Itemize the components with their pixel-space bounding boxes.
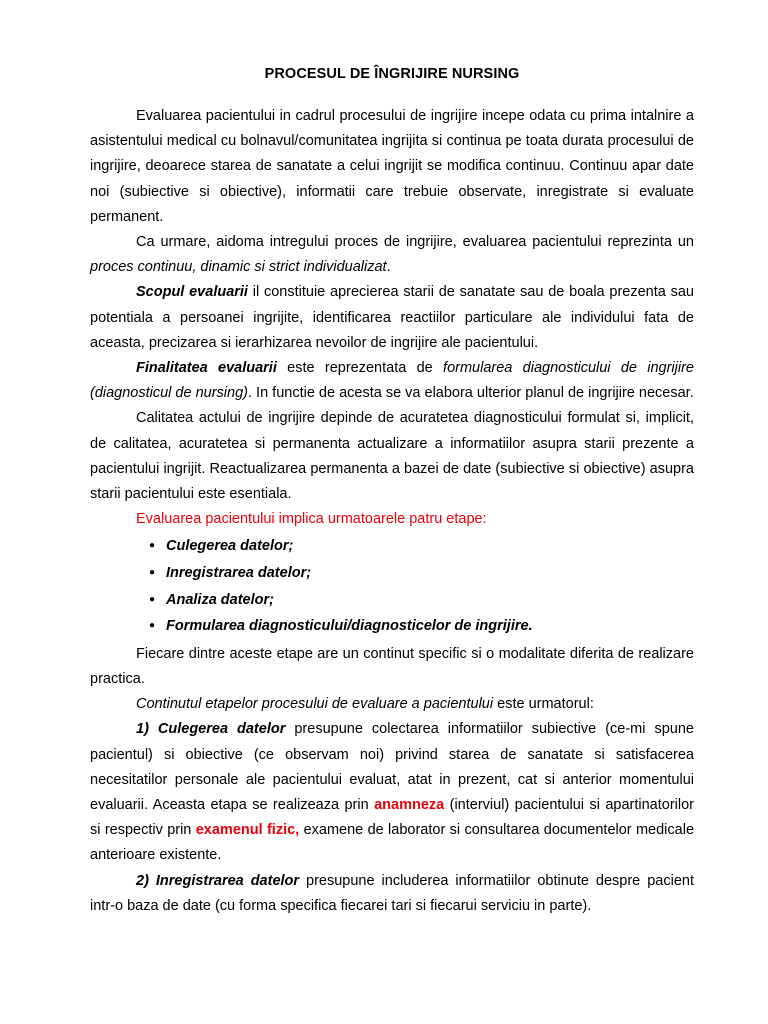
paragraph-continuous-process	[90, 230, 694, 280]
paragraph-text: presupune colectarea informatiilor subiective (ce-mi spune pacientul) si obiective (ce observam noi) privind starea de sanatate si satisfacerea necesitatilor personale ale pacientului evaluat, atat in prezent, cat si anterior momentului evaluarii. Aceasta etapa se realizeaza prin	[90, 721, 694, 814]
paragraph-evaluation-finality	[90, 356, 694, 406]
paragraph-text: este urmatorul:	[493, 696, 594, 713]
list-item-label: Formularea diagnosticului/diagnosticelor de ingrijire.	[166, 618, 533, 635]
paragraph-end: .	[386, 259, 391, 276]
emphasis-text: formularea diagnosticului de ingrijire (diagnosticul de nursing)	[90, 360, 694, 402]
bullet-icon: ●	[149, 593, 156, 605]
lead-term: Finalitatea evaluarii	[136, 360, 277, 377]
list-item	[149, 587, 694, 614]
highlight-physical-exam: examenul fizic,	[195, 822, 300, 839]
paragraph-text: Ca urmare, aidoma intregului proces de ingrijire, evaluarea pacientului reprezinta un	[136, 234, 694, 251]
paragraph-text: examene de laborator si consultarea documentelor medicale anterioare existente.	[90, 822, 695, 864]
paragraph-care-quality: Calitatea actului de ingrijire depinde de acuratetea diagnosticului formulat si, implicit, de calitatea, acuratetea si permanenta actualizare a informatiilor asupra starii prezente a pacientului ingrijit. Reactualizarea permanenta a bazei de date (subiective si obiective) asupra starii pacientului este esentiala.	[90, 410, 694, 503]
paragraph-stage-content: Fiecare dintre aceste etape are un continut specific si o modalitate diferita de realizare practica.	[90, 645, 694, 688]
paragraph-text: . In functie de acesta se va elabora ulterior planul de ingrijire necesar.	[247, 385, 694, 402]
paragraph-data-collection	[90, 717, 694, 868]
paragraph-text: este reprezentata de	[276, 360, 444, 377]
highlight-anamneza: anamneza	[374, 797, 445, 814]
paragraph-text: il constituie aprecierea starii de sanatate sau de boala prezenta sau potentiala a persoanei ingrijite, identificarea reactiilor particulare ale individului fata de aceasta, precizarea si ierarhizarea nevoilor de ingrijire ale pacientului.	[90, 284, 694, 351]
stages-list	[90, 533, 694, 639]
list-item-label: Analiza datelor;	[166, 591, 274, 608]
list-item-label: Inregistrarea datelor;	[166, 565, 312, 582]
emphasis-text: proces continuu, dinamic si strict individualizat	[90, 259, 387, 276]
lead-term: Scopul evaluarii	[136, 284, 248, 301]
lead-term: 1) Culegerea datelor	[136, 721, 286, 738]
lead-term: 2) Inregistrarea datelor	[136, 872, 300, 889]
emphasis-text: Continutul etapelor procesului de evaluare a pacientului	[136, 696, 494, 713]
list-item-label: Culegerea datelor;	[166, 538, 294, 555]
paragraph-text: presupune includerea informatiilor obtinute despre pacient intr-o baza de date (cu forma specifica fiecarei tari si fiecarui serviciu in parte).	[90, 872, 694, 914]
paragraph-data-recording	[90, 869, 694, 919]
bullet-icon: ●	[149, 540, 156, 552]
paragraph-intro: Evaluarea pacientului in cadrul procesului de ingrijire incepe odata cu prima intalnire a asistentului medical cu bolnavul/comunitatea ingrijita si continua pe toata durata procesului de ingrijire, deoarece starea de sanatate a celui ingrijit se modifica continuu. Continuu apar date noi (subiective si obiective), informatii care trebuie observate, inregistrate si evaluate permanent.	[90, 108, 694, 225]
paragraph-text: (interviul) pacientului si apartinatorilor si respectiv prin	[90, 797, 694, 839]
bullet-icon: ●	[149, 567, 156, 579]
paragraph-evaluation-scope	[90, 280, 694, 356]
list-item	[149, 613, 694, 640]
paragraph-content-header	[90, 692, 694, 717]
bullet-icon: ●	[149, 620, 156, 632]
page-title: PROCESUL DE ÎNGRIJIRE NURSING	[264, 66, 520, 82]
list-item	[149, 560, 694, 587]
list-item	[149, 533, 694, 560]
paragraph-stages-intro: Evaluarea pacientului implica urmatoarele patru etape:	[136, 511, 487, 528]
